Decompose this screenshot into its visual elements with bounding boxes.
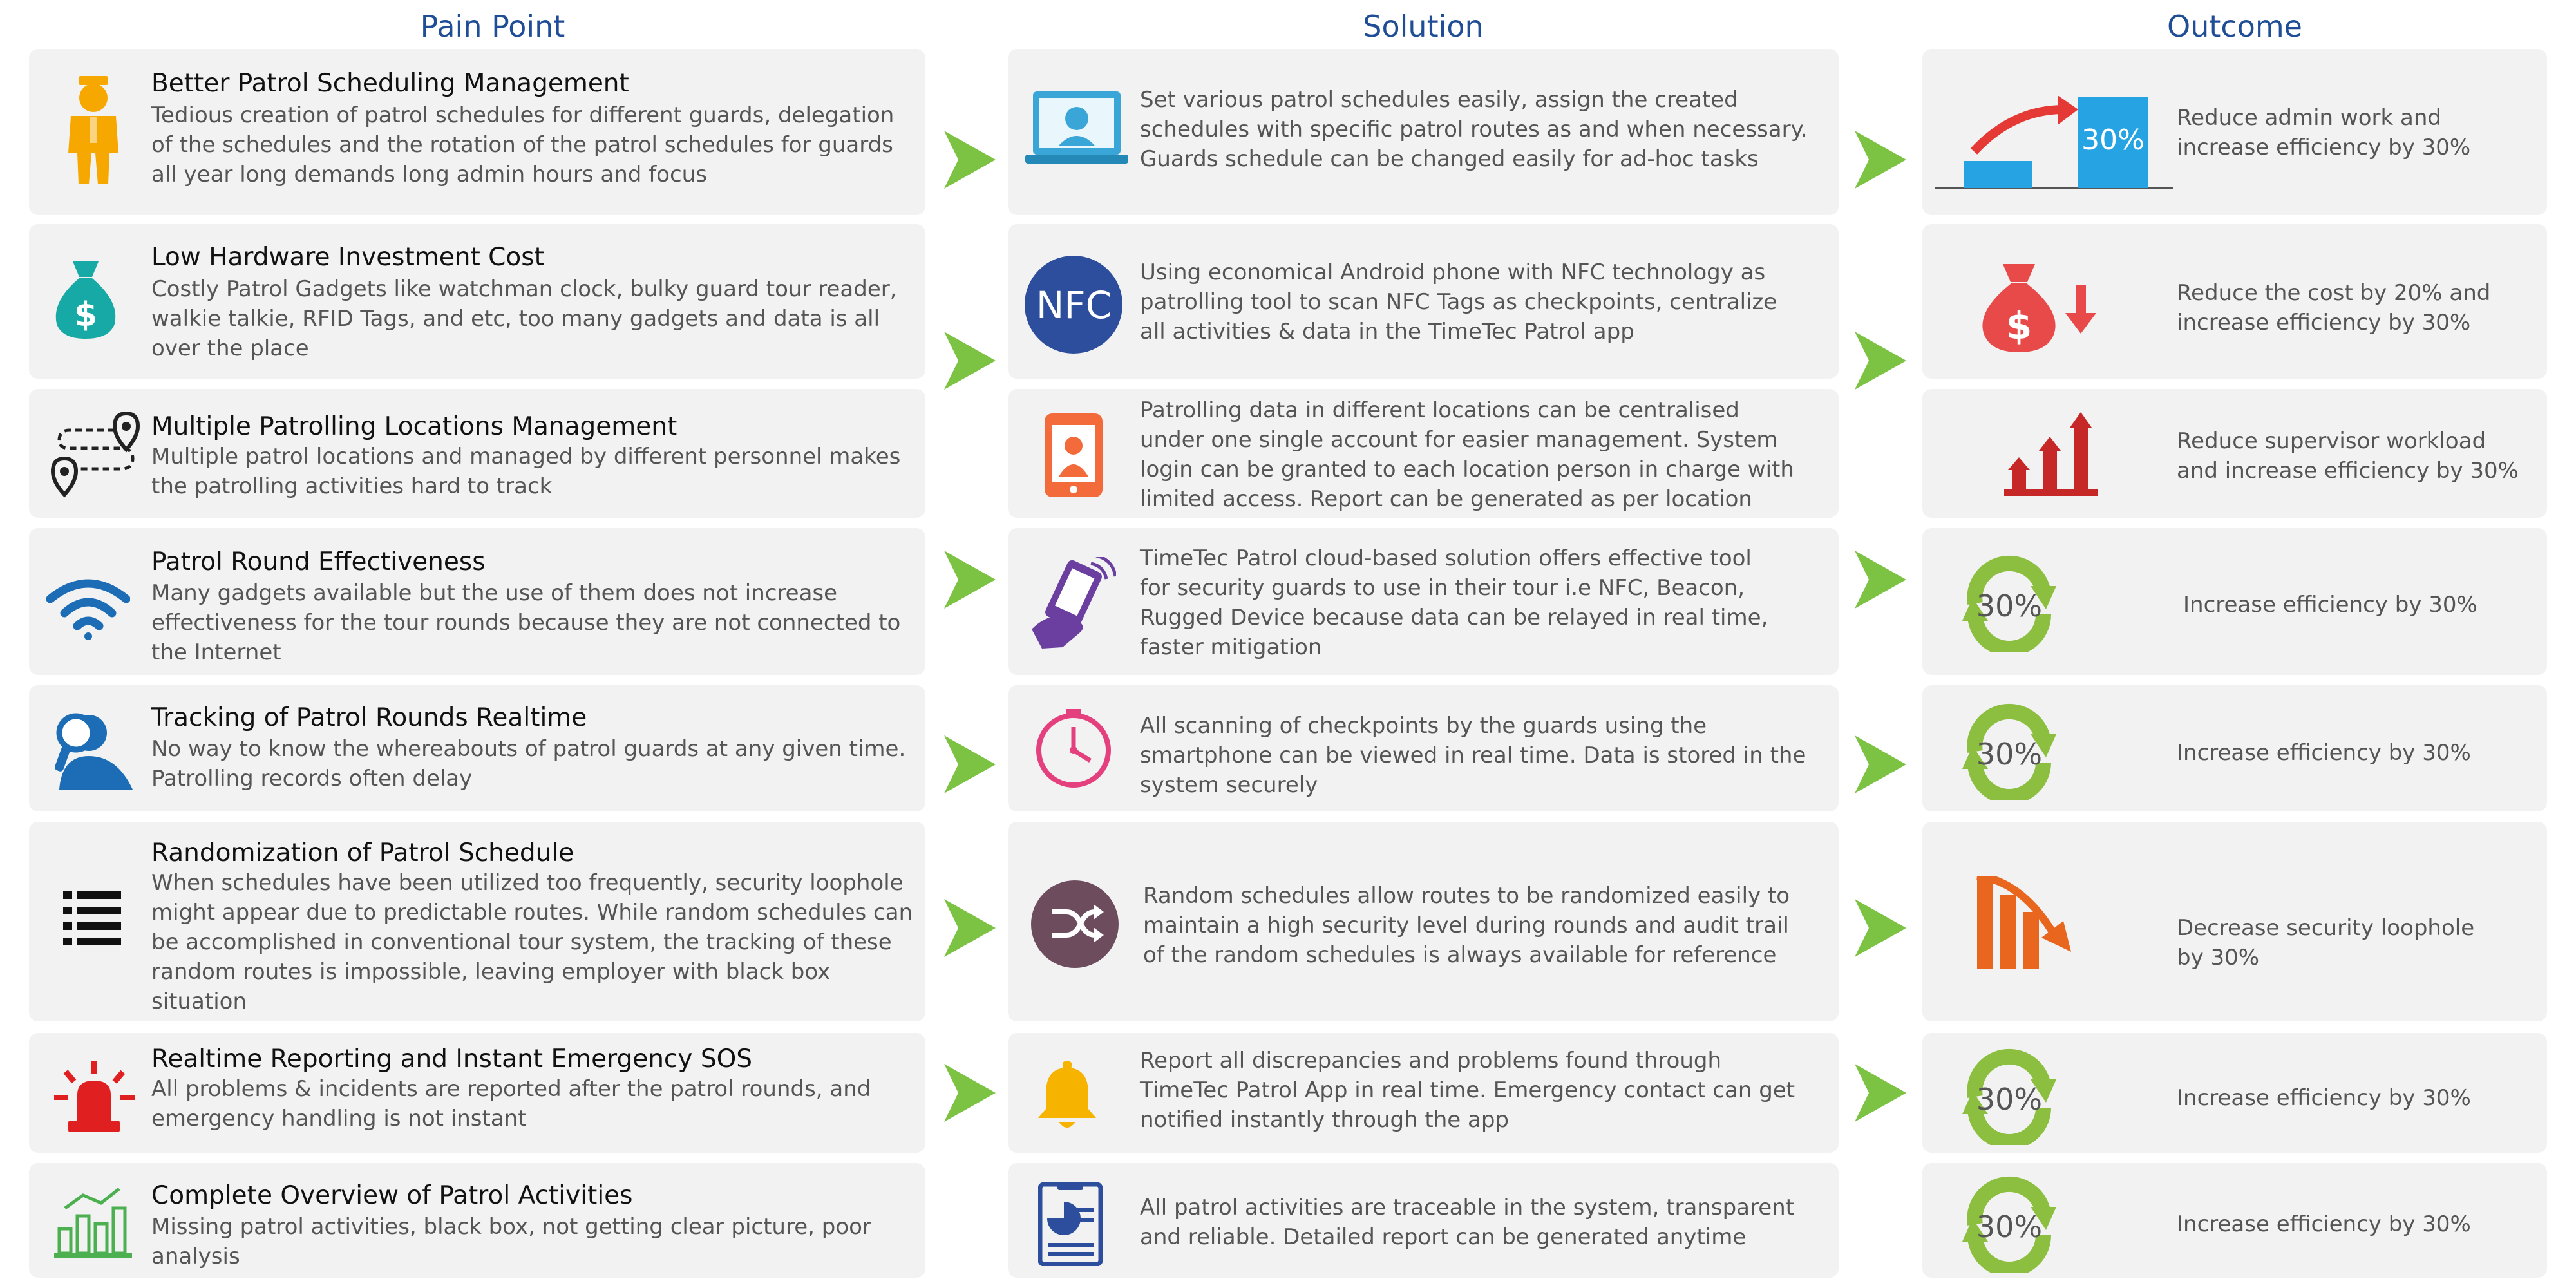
security-guard-icon xyxy=(64,76,122,185)
solution-text: Using economical Android phone with NFC technology as patrolling tool to scan NFC Tags as checkpoints, centralize all activities & data in the TimeTec Patrol app xyxy=(1140,260,1777,345)
outcome-text: Decrease security loophole by 30% xyxy=(2177,915,2475,971)
pain-text: Many gadgets available but the use of them does not increase effectiveness for the tour rounds because they are not connected to the Internet xyxy=(151,580,901,665)
outcome-text: Reduce admin work and increase efficiency by 30% xyxy=(2177,105,2471,160)
header-pain-point: Pain Point xyxy=(420,9,565,44)
arrow-right-icon xyxy=(944,735,996,793)
bar-chart-icon xyxy=(53,1182,133,1260)
pain-text: All problems & incidents are reported after the patrol rounds, and emergency handling is not instant xyxy=(151,1076,871,1132)
outcome-text: Increase efficiency by 30% xyxy=(2177,740,2471,766)
route-pins-icon xyxy=(50,411,140,498)
outcome-badge: 30% xyxy=(2081,124,2145,156)
money-bag-down-icon xyxy=(1980,259,2103,355)
pain-title: Patrol Round Effectiveness xyxy=(151,547,486,576)
phone-profile-icon xyxy=(1043,412,1104,499)
solution-text: Report all discrepancies and problems found through TimeTec Patrol App in real time. Emergency contact can get notified instantly through the app xyxy=(1140,1048,1795,1133)
nfc-badge: NFC xyxy=(1036,283,1112,327)
pain-text: Multiple patrol locations and managed by different personnel makes the patrolling activities hard to track xyxy=(151,444,901,499)
solution-text: All patrol activities are traceable in the system, transparent and reliable. Detailed report can be generated anytime xyxy=(1140,1195,1795,1250)
outcome-badge: 30% xyxy=(1976,589,2043,623)
pain-text: Missing patrol activities, black box, not getting clear picture, poor analysis xyxy=(151,1214,871,1269)
svg-text:$: $ xyxy=(2005,304,2032,348)
bell-icon xyxy=(1037,1061,1098,1132)
header-solution: Solution xyxy=(1363,9,1484,44)
clock-icon xyxy=(1034,709,1114,790)
siren-icon xyxy=(54,1061,135,1133)
arrow-right-icon xyxy=(944,131,996,189)
pain-title: Low Hardware Investment Cost xyxy=(151,243,544,272)
outcome-text: Increase efficiency by 30% xyxy=(2177,1211,2471,1237)
money-bag-icon xyxy=(50,256,121,340)
arrow-right-icon xyxy=(944,1064,996,1122)
outcome-badge: 30% xyxy=(1976,737,2043,772)
pain-title: Better Patrol Scheduling Management xyxy=(151,69,629,98)
arrow-right-icon xyxy=(944,899,996,957)
pain-title: Tracking of Patrol Rounds Realtime xyxy=(151,703,587,732)
solution-text: Set various patrol schedules easily, assign the created schedules with specific patrol routes as and when necessary. Guards schedule can be changed easily for ad-hoc tasks xyxy=(1140,87,1808,172)
header-outcome: Outcome xyxy=(2167,9,2302,44)
arrow-right-icon xyxy=(1855,332,1906,390)
list-icon xyxy=(63,891,121,947)
pain-text: No way to know the whereabouts of patrol guards at any given time. Patrolling records often delay xyxy=(151,736,906,791)
solution-text: All scanning of checkpoints by the guards using the smartphone can be viewed in real time. Data is stored in the system securely xyxy=(1140,713,1806,798)
pain-title: Realtime Reporting and Instant Emergency SOS xyxy=(151,1045,753,1074)
arrow-right-icon xyxy=(1855,899,1906,957)
outcome-text: Increase efficiency by 30% xyxy=(2177,1085,2471,1111)
outcome-text: Reduce supervisor workload and increase efficiency by 30% xyxy=(2177,428,2519,484)
falling-bars-icon xyxy=(1971,876,2074,972)
outcome-badge: 30% xyxy=(1976,1082,2043,1117)
arrow-right-icon xyxy=(1855,735,1906,793)
arrow-right-icon xyxy=(1855,131,1906,189)
outcome-text: Reduce the cost by 20% and increase efficiency by 30% xyxy=(2177,280,2491,336)
arrow-right-icon xyxy=(1855,1064,1906,1122)
shuffle-icon xyxy=(1030,880,1119,969)
svg-text:$: $ xyxy=(73,296,98,334)
hand-phone-tap-icon xyxy=(1029,557,1116,650)
report-document-icon xyxy=(1038,1182,1103,1266)
wifi-icon xyxy=(46,576,130,640)
solution-text: Patrolling data in different locations can be centralised under one single account for easier management. System login can be granted to each location person in charge with limited access. Report can be generated as per location xyxy=(1140,397,1794,512)
pain-text: Costly Patrol Gadgets like watchman clock, bulky guard tour reader, walkie talkie, RFID Tags, and etc, too many gadgets and data is all over the place xyxy=(151,276,897,361)
rising-bars-icon xyxy=(2003,408,2099,498)
outcome-badge: 30% xyxy=(1976,1209,2043,1244)
laptop-video-icon xyxy=(1025,90,1128,171)
pain-text: When schedules have been utilized too frequently, security loophole might appear due to predictable routes. While random schedules can be accomplished in conventional tour system, the tracking of these random routes is impossible, leaving employer with black box situation xyxy=(151,870,913,1014)
person-search-icon xyxy=(46,707,137,791)
outcome-text: Increase efficiency by 30% xyxy=(2183,592,2477,618)
solution-text: Random schedules allow routes to be randomized easily to maintain a high security level during rounds and audit trail of the random schedules is always available for reference xyxy=(1143,883,1790,968)
pain-title: Multiple Patrolling Locations Management xyxy=(151,412,677,441)
arrow-right-icon xyxy=(944,332,996,390)
arrow-right-icon xyxy=(1855,551,1906,609)
solution-text: TimeTec Patrol cloud-based solution offers effective tool for security guards to use in their tour i.e NFC, Beacon, Rugged Device because data can be relayed in real time, faster mitigation xyxy=(1140,545,1768,660)
pain-title: Complete Overview of Patrol Activities xyxy=(151,1181,633,1210)
pain-text: Tedious creation of patrol schedules for different guards, delegation of the schedules and the rotation of the patrol schedules for guards all year long demands long admin hours and focus xyxy=(151,102,895,187)
pain-title: Randomization of Patrol Schedule xyxy=(151,838,574,867)
arrow-right-icon xyxy=(944,551,996,609)
